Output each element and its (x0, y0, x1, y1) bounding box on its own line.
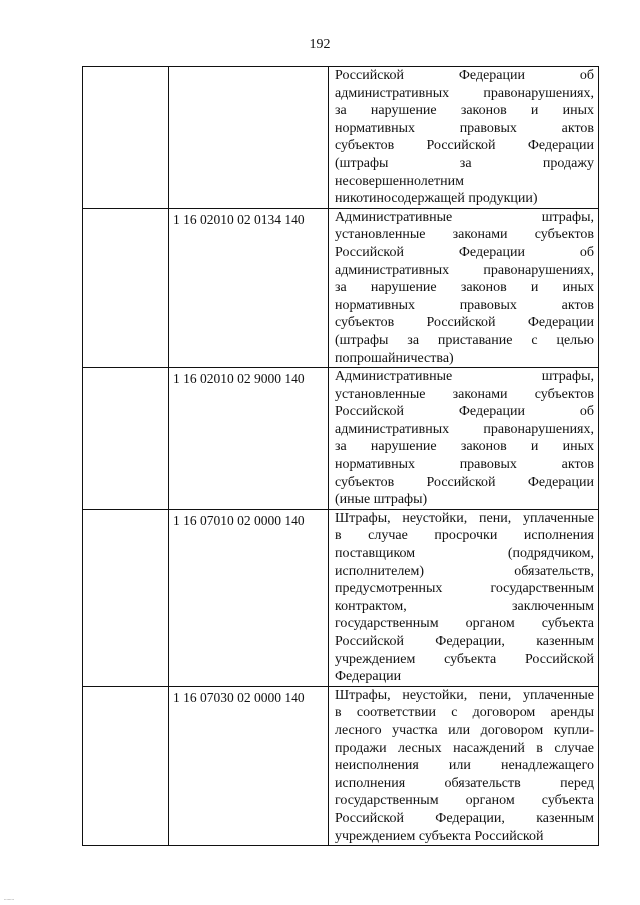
budget-codes-table (82, 66, 599, 846)
description-line: неисполнения или ненадлежащего (335, 758, 594, 774)
description-cell (329, 368, 599, 510)
description-cell (329, 67, 599, 209)
description-line: контрактом, заключенным (335, 598, 594, 614)
description-line: поставщиком (подрядчиком, (335, 546, 594, 562)
budget-classification-code: 1 16 07030 02 0000 140 (173, 689, 305, 705)
empty-cell (83, 67, 169, 209)
description-line: Российской Федерации об (335, 244, 594, 260)
description-line: лесного участка или договором купли- (335, 722, 594, 738)
table-row (83, 686, 599, 845)
description-line: Федерации (335, 669, 402, 685)
description-line: установленные законами субъектов (335, 386, 594, 402)
description-line: (штрафы за продажу (335, 155, 594, 171)
code-cell (169, 509, 329, 686)
description-cell (329, 208, 599, 367)
budget-classification-code: 1 16 02010 02 0134 140 (173, 211, 305, 227)
description-line: Штрафы, неустойки, пени, уплаченные (335, 687, 594, 703)
page-number: 192 (309, 37, 331, 52)
table-row (83, 208, 599, 367)
scan-corner-mark: ........ (4, 897, 14, 902)
description-line: учреждением субъекта Российской (335, 651, 594, 667)
revenue-description (329, 510, 598, 686)
empty-cell (83, 208, 169, 367)
description-line: Российской Федерации об (335, 68, 594, 83)
budget-classification-code: 1 16 02010 02 9000 140 (173, 371, 305, 387)
revenue-description (329, 687, 598, 845)
description-line: в соответствии с договором аренды (335, 705, 594, 721)
code-cell (169, 686, 329, 845)
description-line: государственным органом субъекта (335, 616, 594, 632)
description-line: Российской Федерации, казенным (335, 810, 594, 826)
description-line: субъектов Российской Федерации (335, 474, 594, 490)
description-line: Российской Федерации об (335, 404, 594, 420)
description-line: административных правонарушениях, (335, 421, 594, 437)
description-line: исполнителем) обязательств, (335, 563, 594, 579)
description-line: за нарушение законов и иных (335, 103, 594, 119)
revenue-description (329, 209, 598, 367)
description-cell (329, 686, 599, 845)
table-row (83, 509, 599, 686)
description-line: субъектов Российской Федерации (335, 138, 594, 154)
description-line: за нарушение законов и иных (335, 439, 594, 455)
table-row (83, 368, 599, 510)
description-line: установленные законами субъектов (335, 227, 594, 243)
description-line: Административные штрафы, (335, 209, 594, 225)
description-line: административных правонарушениях, (335, 262, 594, 278)
description-line: никотиносодержащей продукции) (335, 191, 538, 207)
description-line: несовершеннолетним (335, 173, 464, 189)
empty-cell (83, 368, 169, 510)
revenue-description (329, 368, 598, 509)
description-line: (иные штрафы) (335, 492, 428, 508)
description-line: предусмотренных государственным (335, 581, 594, 597)
empty-cell (83, 509, 169, 686)
empty-cell (83, 686, 169, 845)
table-body (83, 67, 599, 846)
description-line: нормативных правовых актов (335, 120, 594, 136)
description-cell (329, 509, 599, 686)
budget-classification-code (169, 67, 328, 69)
description-line: нормативных правовых актов (335, 457, 594, 473)
description-line: исполнения обязательств перед (335, 775, 594, 791)
description-line: государственным органом субъекта (335, 793, 594, 809)
code-cell (169, 208, 329, 367)
description-line: (штрафы за приставание с целью (335, 332, 594, 348)
description-line: продажи лесных насаждений в случае (335, 740, 594, 756)
description-line: субъектов Российской Федерации (335, 315, 594, 331)
description-line: в случае просрочки исполнения (335, 528, 594, 544)
description-line: Штрафы, неустойки, пени, уплаченные (335, 510, 594, 526)
budget-classification-code: 1 16 07010 02 0000 140 (173, 512, 305, 528)
description-line: попрошайничества) (335, 350, 454, 366)
code-cell (169, 368, 329, 510)
code-cell (169, 67, 329, 209)
description-line: Российской Федерации, казенным (335, 634, 594, 649)
table-row (83, 67, 599, 209)
description-line: за нарушение законов и иных (335, 280, 594, 296)
description-line: Административные штрафы, (335, 369, 594, 385)
revenue-description (329, 67, 598, 208)
description-line: нормативных правовых актов (335, 297, 594, 313)
description-line: учреждением субъекта Российской (335, 828, 544, 844)
description-line: административных правонарушениях, (335, 85, 594, 101)
